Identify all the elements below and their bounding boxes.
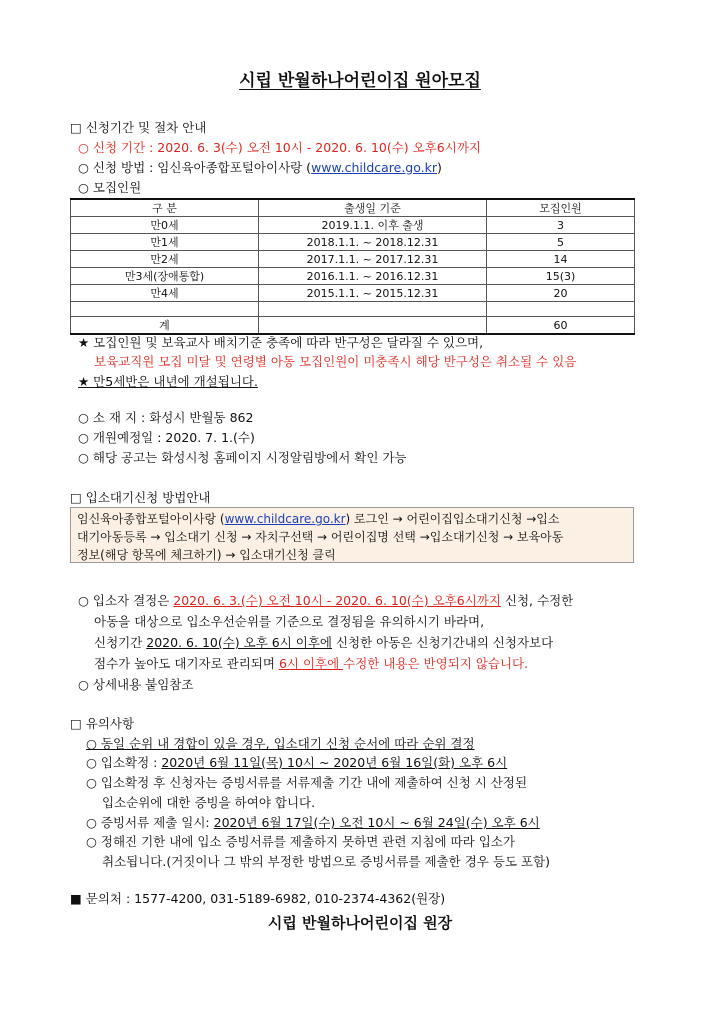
table-total-label: 계 xyxy=(71,317,259,335)
admission-late-note xyxy=(94,633,553,651)
caution-text: ○ 증빙서류 제출 일시: xyxy=(86,815,214,830)
table-total-row xyxy=(71,317,635,335)
childcare-portal-link[interactable]: www.childcare.go.kr xyxy=(311,160,438,175)
application-method-close: ) xyxy=(437,160,442,175)
caution-text: ○ 정해진 기한 내에 입소 증빙서류를 제출하지 못하면 관련 지침에 따라 입소가 xyxy=(86,834,515,849)
waitlist-step-text: ) 로그인 → 어린이집입소대기신청 →입소 xyxy=(345,512,560,526)
submission-period: 2020년 6월 17일(수) 오전 10시 ~ 6월 24일(수) 오후 6시 xyxy=(213,815,540,830)
table-header-row xyxy=(71,199,635,217)
table-cell xyxy=(259,317,487,335)
address: ○ 소 재 지 : 화성시 반월동 862 xyxy=(78,410,254,425)
recruitment-table xyxy=(70,198,635,335)
table-cell: 만2세 xyxy=(71,251,259,268)
table-cell xyxy=(487,302,635,317)
waitlist-step-line xyxy=(77,510,627,528)
notice-location: ○ 해당 공고는 화성시청 홈페이지 시정알림방에서 확인 가능 xyxy=(78,450,407,465)
table-cell: 14 xyxy=(487,251,635,268)
waitlist-steps-box xyxy=(70,507,634,563)
table-cell xyxy=(259,302,487,317)
admission-text: ○ 입소자 결정은 xyxy=(78,593,174,608)
admission-decision xyxy=(78,591,573,609)
table-row xyxy=(71,217,635,234)
confirmation-period: 2020년 6월 11일(목) 10시 ~ 2020년 6월 16일(화) 오후 6시 xyxy=(161,755,508,770)
application-period: ○ 신청 기간 : 2020. 6. 3(수) 오전 10시 - 2020. 6. 10(수) 오후6시까지 xyxy=(78,140,481,155)
admission-period-highlight: 2020. 6. 3.(수) 오전 10시 - 2020. 6. 10(수) 오후6시까지 xyxy=(173,593,501,608)
table-cell: 2016.1.1. ~ 2016.12.31 xyxy=(259,268,487,285)
table-cell: 2015.1.1. ~ 2015.12.31 xyxy=(259,285,487,302)
section-application-heading: □ 신청기간 및 절차 안내 xyxy=(70,120,207,135)
page-title xyxy=(0,66,720,91)
admission-text: 점수가 높아도 대기자로 관리되며 xyxy=(94,656,279,671)
table-row xyxy=(71,285,635,302)
section-cautions-heading: □ 유의사항 xyxy=(70,716,135,731)
table-cell: 3 xyxy=(487,217,635,234)
admission-text: 아동을 대상으로 입소우선순위를 기준으로 결정됨을 유의하시기 바라며, xyxy=(94,614,485,629)
page-title-text: 시립 반월하나어린이집 원아모집 xyxy=(239,71,481,91)
table-cell: 15(3) xyxy=(487,268,635,285)
see-attachment: ○ 상세내용 붙임참조 xyxy=(78,677,194,692)
childcare-portal-link[interactable]: www.childcare.go.kr xyxy=(224,512,346,526)
table-row xyxy=(71,302,635,317)
table-cell: 2019.1.1. 이후 출생 xyxy=(259,217,487,234)
table-row xyxy=(71,268,635,285)
section-waitlist-heading: □ 입소대기신청 방법안내 xyxy=(70,490,211,505)
table-header-cell: 모집인원 xyxy=(487,199,635,217)
caution-text: ○ 입소확정 : xyxy=(86,755,162,770)
caution-tie-break: ○ 동일 순위 내 경합이 있을 경우, 입소대기 신청 순서에 따라 순위 결정 xyxy=(86,736,475,751)
table-header-cell: 구 분 xyxy=(71,199,259,217)
table-row xyxy=(71,234,635,251)
table-cell: 만4세 xyxy=(71,285,259,302)
admission-text: 신청한 아동은 신청기간내의 신청자보다 xyxy=(332,635,554,650)
table-cell: 만1세 xyxy=(71,234,259,251)
waitlist-step-text: 임신육아종합포털아이사랑 ( xyxy=(77,512,225,526)
late-deadline-highlight: 2020. 6. 10(수) 오후 6시 이후에 xyxy=(146,635,332,650)
recruit-label: ○ 모집인원 xyxy=(78,180,142,195)
caution-text: ○ 입소확정 후 신청자는 증빙서류를 서류제출 기간 내에 제출하여 신청 시 산정된 xyxy=(86,775,528,790)
table-cell xyxy=(71,302,259,317)
not-reflected-text: 수정한 내용은 반영되지 않습니다. xyxy=(343,656,529,671)
note-cancellation: 보육교직원 모집 미달 및 연령별 아동 모집인원이 미충족시 해당 반구성은 취소될 수 있음 xyxy=(94,354,577,369)
admission-text: 신청, 수정한 xyxy=(500,593,574,608)
admission-edit-note xyxy=(94,654,528,672)
application-method-label: ○ 신청 방법 : 임신육아종합포털아이사랑 ( xyxy=(78,160,312,175)
caution-document-submission xyxy=(86,813,540,831)
note-class-composition: ★ 모집인원 및 보육교사 배치기준 충족에 따라 반구성은 달라질 수 있으며, xyxy=(78,335,484,350)
table-cell: 2018.1.1. ~ 2018.12.31 xyxy=(259,234,487,251)
waitlist-step-line: 대기아동등록 → 입소대기 신청 → 자치구선택 → 어린이집명 선택 →입소대기신청 → 보육아동 xyxy=(77,530,564,544)
table-header-cell: 출생일 기준 xyxy=(259,199,487,217)
table-cell: 만0세 xyxy=(71,217,259,234)
signature: 시립 반월하나어린이집 원장 xyxy=(267,914,453,932)
caution-text: 입소순위에 대한 증빙을 하여야 합니다. xyxy=(102,795,316,810)
table-total-value: 60 xyxy=(487,317,635,335)
caution-confirmation xyxy=(86,753,507,771)
caution-text: 취소됩니다.(거짓이나 그 밖의 부정한 방법으로 증빙서류를 제출한 경우 등도 포함) xyxy=(102,854,550,869)
table-cell: 20 xyxy=(487,285,635,302)
note-age5-class: ★ 만5세반은 내년에 개설됩니다. xyxy=(78,374,258,389)
table-cell: 2017.1.1. ~ 2017.12.31 xyxy=(259,251,487,268)
admission-text: 신청기간 xyxy=(94,635,147,650)
contact-info: ■ 문의처 : 1577-4200, 031-5189-6982, 010-2374-4362(원장) xyxy=(70,891,446,906)
opening-date: ○ 개원예정일 : 2020. 7. 1.(수) xyxy=(78,430,255,445)
after-six-highlight: 6시 이후에 xyxy=(278,656,344,671)
application-method xyxy=(78,158,442,176)
table-cell: 5 xyxy=(487,234,635,251)
table-row xyxy=(71,251,635,268)
waitlist-step-line: 정보(해당 항목에 체크하기) → 입소대기신청 클릭 xyxy=(77,548,336,562)
table-cell: 만3세(장애통합) xyxy=(71,268,259,285)
